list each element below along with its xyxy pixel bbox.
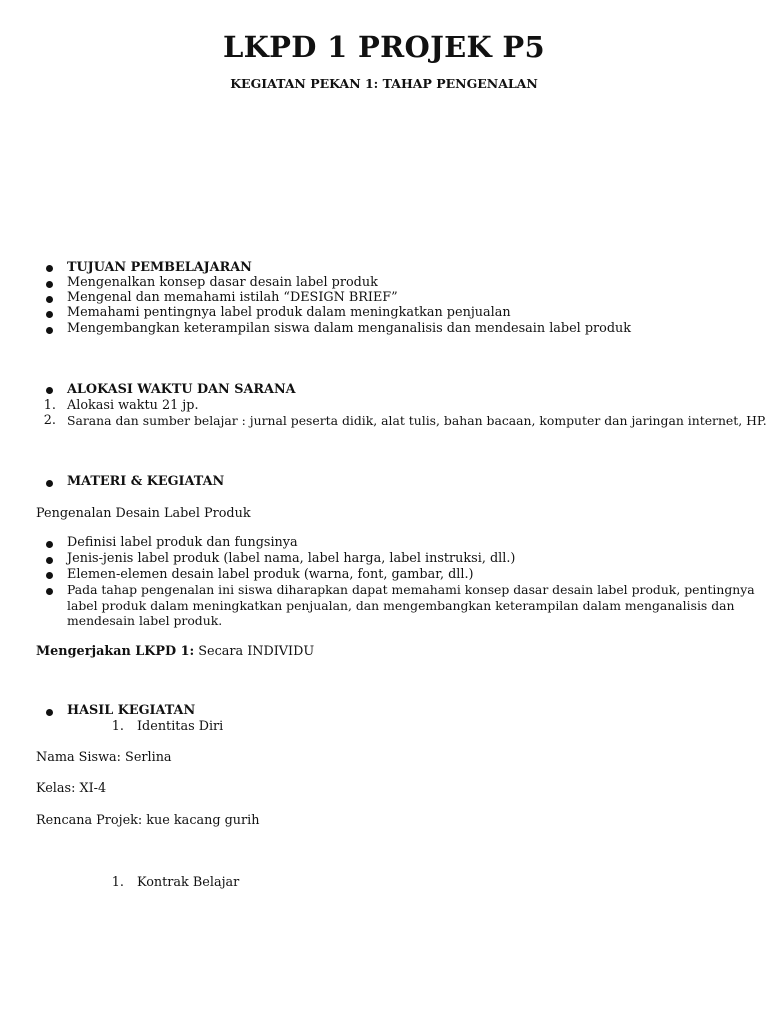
- bullet-icon: [46, 387, 53, 394]
- bullet-icon: [46, 557, 53, 564]
- bullet-icon: [46, 311, 53, 318]
- list-item: Elemen-elemen desain label produk (warna, font, gambar, dll.): [67, 567, 474, 582]
- list-number: 1.: [111, 875, 124, 890]
- tujuan-heading: TUJUAN PEMBELAJARAN: [67, 260, 252, 275]
- bullet-icon: [46, 541, 53, 548]
- rencana-projek: Rencana Projek: kue kacang gurih: [36, 813, 260, 828]
- list-number: 1.: [43, 398, 56, 413]
- list-item: Mengenal dan memahami istilah “DESIGN BRIEF”: [67, 290, 398, 305]
- list-number: 2.: [43, 413, 56, 428]
- bullet-icon: [46, 709, 53, 716]
- bullet-icon: [46, 265, 53, 272]
- list-item: Jenis-jenis label produk (label nama, label harga, label instruksi, dll.): [67, 551, 516, 566]
- kelas: Kelas: XI-4: [36, 781, 107, 796]
- nama-siswa: Nama Siswa: Serlina: [36, 750, 172, 765]
- list-number: 1.: [111, 719, 124, 734]
- materi-heading: MATERI & KEGIATAN: [67, 474, 225, 489]
- list-item-line: mendesain label produk.: [67, 613, 223, 628]
- bullet-icon: [46, 296, 53, 303]
- document-title: LKPD 1 PROJEK P5: [222, 30, 545, 64]
- bullet-icon: [46, 281, 53, 288]
- bullet-icon: [46, 327, 53, 334]
- list-item: Alokasi waktu 21 jp.: [67, 398, 199, 413]
- list-item-line: Pada tahap pengenalan ini siswa diharapkan dapat memahami konsep dasar desain label produk, pentingnya: [67, 582, 755, 597]
- alokasi-heading: ALOKASI WAKTU DAN SARANA: [67, 382, 296, 397]
- hasil-sub-heading: Kontrak Belajar: [137, 875, 240, 890]
- hasil-heading: HASIL KEGIATAN: [67, 703, 196, 718]
- list-item-line: label produk dalam meningkatkan penjualan, dan mengembangkan keterampilan dalam menganalisis dan: [67, 598, 735, 613]
- mengerjakan-value: Secara INDIVIDU: [194, 644, 315, 659]
- hasil-sub-heading: Identitas Diri: [137, 719, 224, 734]
- list-item: Memahami pentingnya label produk dalam meningkatkan penjualan: [67, 305, 511, 320]
- bullet-icon: [46, 480, 53, 487]
- list-item: Mengenalkan konsep dasar desain label produk: [67, 275, 378, 290]
- mengerjakan-label: Mengerjakan LKPD 1:: [36, 644, 195, 659]
- mengerjakan-line: [36, 644, 314, 660]
- document-subtitle: KEGIATAN PEKAN 1: TAHAP PENGENALAN: [230, 76, 538, 91]
- materi-intro: Pengenalan Desain Label Produk: [36, 506, 251, 521]
- list-item: Sarana dan sumber belajar : jurnal peserta didik, alat tulis, bahan bacaan, komputer dan jaringan internet, HP.: [67, 413, 767, 428]
- bullet-icon: [46, 572, 53, 579]
- bullet-icon: [46, 588, 53, 595]
- list-item: Mengembangkan keterampilan siswa dalam menganalisis dan mendesain label produk: [67, 321, 632, 336]
- list-item: Definisi label produk dan fungsinya: [67, 535, 298, 550]
